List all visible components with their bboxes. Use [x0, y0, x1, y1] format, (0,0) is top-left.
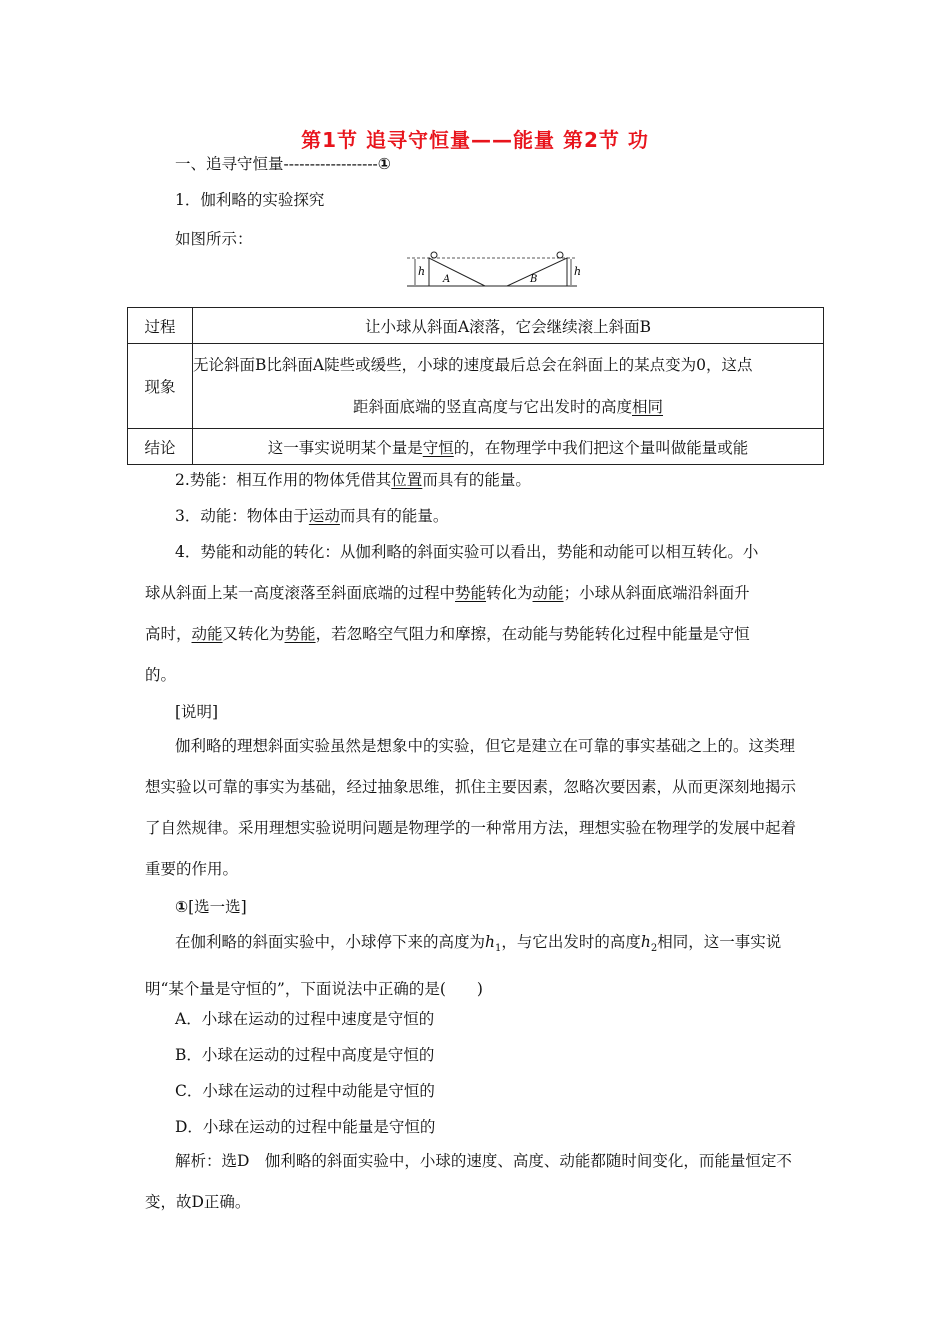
- answer-conserved: 守恒: [422, 438, 454, 457]
- item4-line3-post: ，若忽略空气阻力和摩擦，在动能与势能转化过程中能量是守恒: [315, 625, 750, 643]
- section-heading: [175, 152, 391, 174]
- item3: [175, 504, 448, 526]
- row-label-conclusion: 结论: [128, 429, 193, 465]
- answer-motion: 运动: [308, 507, 340, 525]
- label-a: A: [443, 274, 451, 285]
- exercise-label-text: [选一选]: [188, 898, 247, 916]
- section-dashes: ------------------: [283, 155, 378, 173]
- incline-a: [429, 258, 485, 286]
- answer-position: 位置: [391, 471, 423, 489]
- row-label-phenomenon: 现象: [128, 344, 193, 429]
- row-content-conclusion: [193, 429, 824, 465]
- section-heading-text: 一、追寻守恒量: [175, 155, 284, 173]
- conclusion-pre: 这一事实说明某个量是: [267, 438, 423, 457]
- answer-same: 相同: [632, 398, 664, 416]
- answer-potential-1: 势能: [455, 584, 487, 602]
- note-label: [说明]: [175, 703, 219, 721]
- inclined-plane-figure: [405, 250, 585, 290]
- exercise-stem: [145, 922, 807, 1010]
- item2-post: 而具有的能量。: [422, 471, 531, 489]
- var-h2: h: [640, 933, 651, 951]
- item1-label: 1．伽利略的实验探究: [175, 191, 325, 209]
- item4-line2-post: ；小球从斜面底端沿斜面升: [563, 584, 750, 602]
- note-paragraph: 伽利略的理想斜面实验虽然是想象中的实验，但它是建立在可靠的事实基础之上的。这类理想实验以可靠的事实为基础，经过抽象思维，抓住主要因素，忽略次要因素，从而更深刻地揭示了自然规律。采用理想实验说明问题是物理学的一种常用方法，理想实验在物理学的发展中起着重要的作用。: [145, 737, 797, 878]
- ball-end: [557, 252, 563, 258]
- option-a: A．小球在运动的过程中速度是守恒的: [175, 1010, 435, 1028]
- row-content-phenomenon: [193, 344, 824, 429]
- figure-caption: 如图所示：: [175, 230, 253, 248]
- item3-post: 而具有的能量。: [339, 507, 449, 525]
- item4-line4: 的。: [145, 666, 177, 684]
- item4-line2: [145, 581, 750, 603]
- var-h1-sub: 1: [495, 943, 502, 955]
- option-d: D．小球在运动的过程中能量是守恒的: [175, 1118, 436, 1136]
- item3-pre: 3．动能：物体由于: [175, 507, 309, 525]
- page-title: 第1节 追寻守恒量——能量 第2节 功: [301, 128, 649, 152]
- row-content-process: 让小球从斜面A滚落，它会继续滚上斜面B: [193, 308, 824, 344]
- table-row: [128, 344, 824, 429]
- item4-line1: 4．势能和动能的转化：从伽利略的斜面实验可以看出，势能和动能可以相互转化。小: [175, 543, 759, 561]
- stem-post: 相同，这一事实说明“某个量是守恒的”，下面说法中正确的是( ): [145, 933, 782, 999]
- row-label-process: 过程: [128, 308, 193, 344]
- table-row: [128, 429, 824, 465]
- option-b: B．小球在运动的过程中高度是守恒的: [175, 1046, 435, 1064]
- exercise-label: [175, 895, 247, 917]
- label-h-right: h: [574, 265, 582, 278]
- item4-line2-pre: 球从斜面上某一高度滚落至斜面底端的过程中: [145, 584, 456, 602]
- table-row: [128, 308, 824, 344]
- item2: [175, 468, 531, 490]
- phenomenon-line2: [193, 386, 823, 428]
- footnote-marker: ①: [377, 155, 391, 173]
- item4-line3-pre: 高时，: [145, 625, 192, 643]
- answer-potential-2: 势能: [284, 625, 316, 643]
- experiment-table: [127, 307, 824, 465]
- solution-paragraph: 解析：选D 伽利略的斜面实验中，小球的速度、高度、动能都随时间变化，而能量恒定不变，故D正确。: [145, 1152, 792, 1211]
- label-h-left: h: [418, 265, 426, 278]
- var-h2-sub: 2: [650, 943, 658, 955]
- label-b: B: [530, 274, 538, 285]
- exercise-marker: ①: [175, 898, 189, 916]
- answer-kinetic-2: 动能: [191, 625, 223, 643]
- var-h1: h: [485, 933, 495, 951]
- item4-line3: [145, 622, 750, 644]
- answer-kinetic-1: 动能: [532, 584, 564, 602]
- item4-line2-mid: 转化为: [486, 584, 533, 602]
- option-c: C．小球在运动的过程中动能是守恒的: [175, 1082, 435, 1100]
- stem-pre: 在伽利略的斜面实验中，小球停下来的高度为: [175, 933, 486, 951]
- stem-mid: ，与它出发时的高度: [501, 933, 641, 951]
- phenomenon-line1: 无论斜面B比斜面A陡些或缓些，小球的速度最后总会在斜面上的某点变为0，这点: [193, 356, 753, 374]
- item2-pre: 2.势能：相互作用的物体凭借其: [175, 471, 392, 489]
- phenomenon-line2-text: 距斜面底端的竖直高度与它出发时的高度: [352, 398, 632, 416]
- conclusion-post: 的，在物理学中我们把这个量叫做能量或能: [453, 438, 749, 457]
- item4-line3-mid: 又转化为: [222, 625, 285, 643]
- ball-start: [431, 252, 437, 258]
